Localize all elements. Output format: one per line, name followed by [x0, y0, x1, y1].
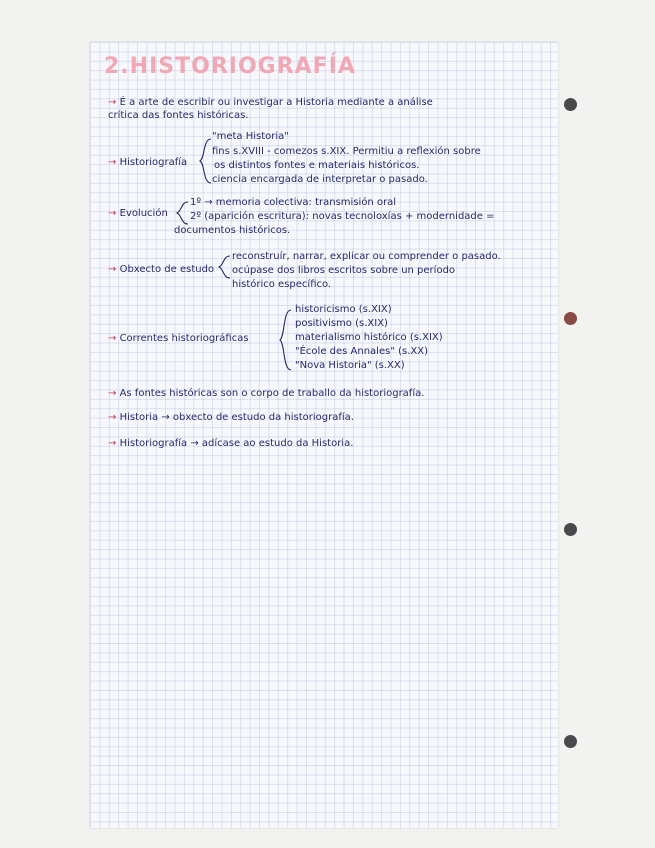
evolucion-label: → Evolución — [108, 208, 168, 219]
intro-line-2: crítica das fontes históricas. — [108, 110, 249, 121]
arrow-icon: → — [108, 412, 117, 423]
arrow-icon: → — [108, 438, 117, 449]
note-2: → Historia → obxecto de estudo da historiografía. — [108, 412, 354, 423]
correntes-label: → Correntes historiográficas — [108, 333, 249, 344]
correntes-item-1: historicismo (s.XIX) — [295, 304, 392, 315]
obxecto-label: → Obxecto de estudo — [108, 264, 215, 275]
binder-hole-1 — [564, 98, 577, 111]
obxecto-item-3: histórico específico. — [232, 279, 332, 290]
arrow-icon: → — [108, 97, 117, 108]
page-title: 2.HISTORIOGRAFÍA — [104, 54, 356, 79]
brace-correntes — [279, 308, 295, 372]
arrow-icon: → — [108, 388, 117, 399]
historiografia-item-1: "meta Historia" — [212, 131, 289, 142]
historiografia-item-4: ciencia encargada de interpretar o pasado. — [212, 174, 428, 185]
binder-hole-2 — [564, 312, 577, 325]
correntes-item-3: materialismo histórico (s.XIX) — [295, 332, 443, 343]
evolucion-item-2: 2º (aparición escritura): novas tecnoloxías + modernidade = — [190, 211, 495, 222]
historiografia-item-2: fins s.XVIII - comezos s.XIX. Permitiu a reflexión sobre — [212, 146, 481, 157]
historiografia-item-3: os distintos fontes e materiais históricos. — [214, 160, 420, 171]
correntes-item-4: "École des Annales" (s.XX) — [295, 346, 428, 357]
evolucion-item-1: 1º → memoria colectiva: transmisión oral — [190, 197, 397, 208]
correntes-item-5: "Nova Historia" (s.XX) — [295, 360, 405, 371]
arrow-icon: → — [108, 208, 117, 219]
intro-line-1: → É a arte de escribir ou investigar a Historia mediante a análise — [108, 97, 433, 108]
note-1: → As fontes históricas son o corpo de traballo da historiografía. — [108, 388, 425, 399]
correntes-item-2: positivismo (s.XIX) — [295, 318, 388, 329]
binder-hole-3 — [564, 523, 577, 536]
evolucion-item-3: documentos históricos. — [174, 225, 291, 236]
arrow-icon: → — [108, 157, 117, 168]
arrow-icon: → — [108, 333, 117, 344]
obxecto-item-1: reconstruír, narrar, explicar ou comprender o pasado. — [232, 251, 501, 262]
arrow-icon: → — [108, 264, 117, 275]
historiografia-label: → Historiografía — [108, 157, 188, 168]
obxecto-item-2: ocúpase dos libros escritos sobre un período — [232, 265, 456, 276]
note-3: → Historiografía → adícase ao estudo da Historia. — [108, 438, 354, 449]
binder-hole-4 — [564, 735, 577, 748]
